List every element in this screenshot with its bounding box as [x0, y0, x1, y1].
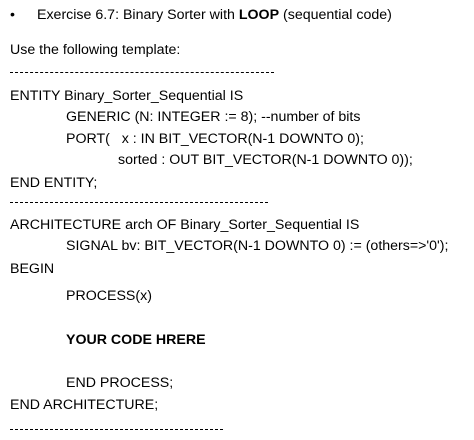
entity-port-sorted: sorted : OUT BIT_VECTOR(N-1 DOWNTO 0)); — [118, 152, 413, 168]
architecture-end: END ARCHITECTURE; — [10, 397, 159, 413]
exercise-bullet: • — [10, 7, 15, 23]
separator-2 — [10, 202, 268, 203]
exercise-title — [37, 6, 392, 24]
entity-port-x: PORT( x : IN BIT_VECTOR(N-1 DOWNTO 0); — [66, 131, 364, 147]
entity-generic: GENERIC (N: INTEGER := 8); --number of bits — [66, 109, 361, 125]
exercise-title-suffix: (sequential code) — [279, 7, 392, 23]
separator-3 — [10, 429, 223, 430]
architecture-signal: SIGNAL bv: BIT_VECTOR(N-1 DOWNTO 0) := (others=>'0'); — [66, 238, 449, 254]
entity-end: END ENTITY; — [10, 175, 98, 191]
separator-1 — [10, 72, 274, 73]
exercise-title-prefix: Exercise 6.7: Binary Sorter with — [37, 7, 239, 23]
process-end: END PROCESS; — [66, 375, 174, 391]
intro-text: Use the following template: — [10, 42, 181, 58]
architecture-header: ARCHITECTURE arch OF Binary_Sorter_Sequential IS — [10, 217, 360, 233]
code-placeholder: YOUR CODE HRERE — [66, 332, 206, 348]
entity-header: ENTITY Binary_Sorter_Sequential IS — [10, 88, 244, 104]
exercise-title-loop: LOOP — [238, 7, 280, 23]
architecture-begin: BEGIN — [10, 261, 55, 277]
process-header: PROCESS(x) — [66, 288, 152, 304]
